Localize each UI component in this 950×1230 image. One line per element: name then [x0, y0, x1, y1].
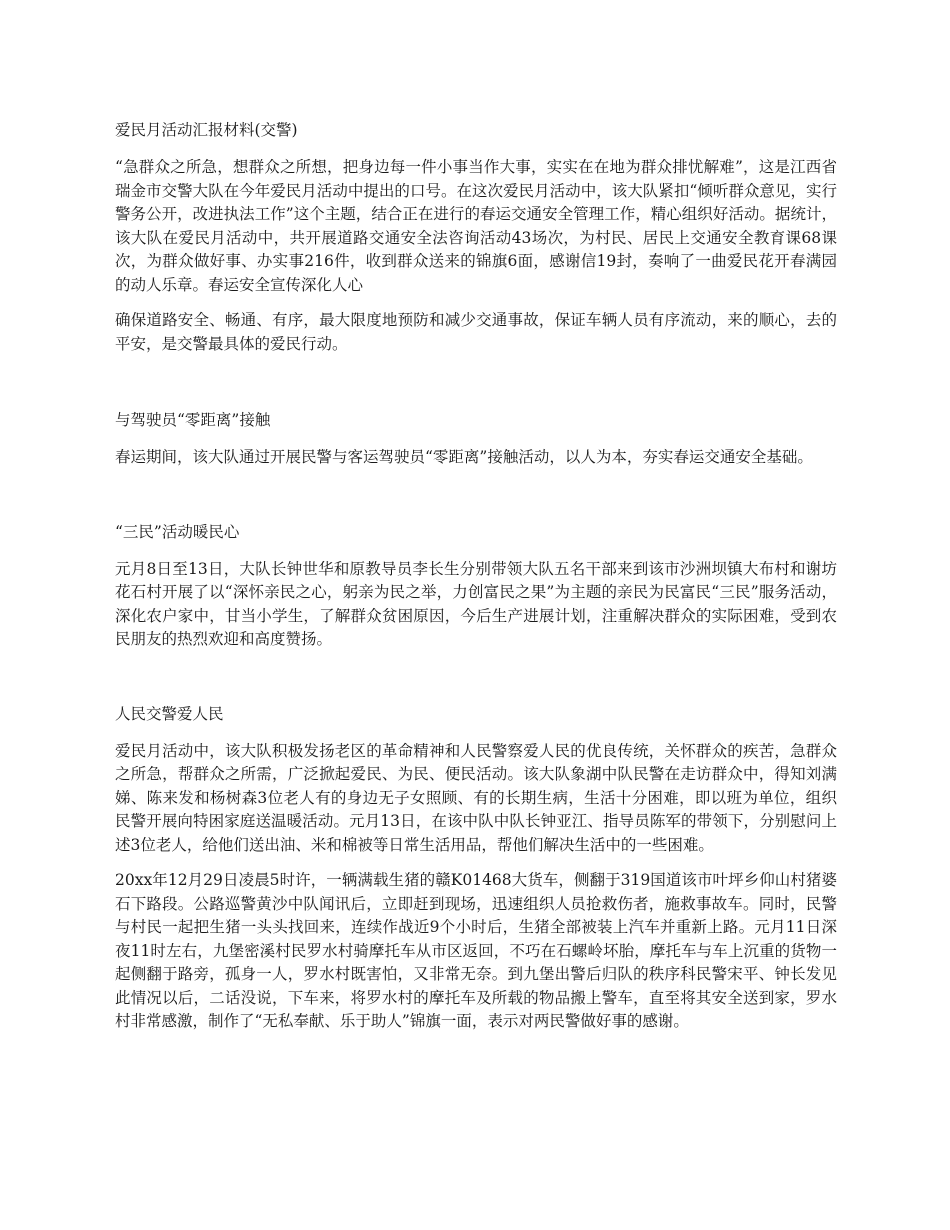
section-1-paragraph-1: 春运期间，该大队通过开展民警与客运驾驶员“零距离”接触活动，以人为本，夯实春运交通安全基础。	[115, 448, 813, 466]
intro-paragraph-1: “急群众之所急，想群众之所想，把身边每一件小事当作大事，实实在在地为群众排忧解难”，这是江西省瑞金市交警大队在今年爱民月活动中提出的口号。在这次爱民月活动中，该大队紧扣“倾听群众意见，实行警务公开，改进执法工作”这个主题，结合正在进行的春运交通安全管理工作，精心组织好活动。据统计，该大队在爱民月活动中，共开展道路交通安全法咨询活动43场次，为村民、居民上交通安全教育课68课次，为群众做好事、办实事216件，收到群众送来的锦旗6面，感谢信19封，奏响了一曲爱民花开春满园的动人乐章。春运安全宣传深化人心	[115, 158, 837, 294]
section-2-heading: “三民”活动暖民心	[115, 522, 240, 541]
section-spacer	[115, 368, 837, 408]
section-3-paragraph-2: 20xx年12月29日凌晨5时许，一辆满载生猪的赣K01468大货车，侧翻于319国道该市叶坪乡仰山村猪婆石下路段。公路巡警黄沙中队闻讯后，立即赶到现场，迅速组织人员抢救伤者，施救事故车。同时，民警与村民一起把生猪一头头找回来，连续作战近9个小时后，生猪全部被装上汽车并重新上路。元月11日深夜11时左右，九堡密溪村民罗水村骑摩托车从市区返回，不巧在石螺岭坏胎，摩托车与车上沉重的货物一起侧翻于路旁，孤身一人，罗水村既害怕，又非常无奈。到九堡出警后归队的秩序科民警宋平、钟长发见此情况以后，二话没说，下车来，将罗水村的摩托车及所载的物品搬上警车，直至将其安全送到家，罗水村非常感激，制作了“无私奉献、乐于助人”锦旗一面，表示对两民警做好事的感谢。	[115, 871, 837, 1030]
section-3-heading: 人民交警爱人民	[115, 704, 224, 723]
section-2-paragraph-1: 元月8日至13日，大队长钟世华和原教导员李长生分别带领大队五名干部来到该市沙洲坝镇大布村和谢坊花石村开展了以“深怀亲民之心，躬亲为民之举，力创富民之果”为主题的亲民为民富民“三民”服务活动，深化农户家中，甘当小学生，了解群众贫困原因，今后生产进展计划，注重解决群众的实际困难，受到农民朋友的热烈欢迎和高度赞扬。	[115, 559, 837, 648]
section-spacer	[115, 482, 837, 520]
document-title: 爱民月活动汇报材料(交警)	[115, 121, 298, 139]
section-3-paragraph-1: 爱民月活动中，该大队积极发扬老区的革命精神和人民警察爱人民的优良传统，关怀群众的疾苦，急群众之所急，帮群众之所需，广泛掀起爱民、为民、便民活动。该大队象湖中队民警在走访群众中，得知刘满娣、陈来发和杨树森3位老人有的身边无子女照顾、有的长期生病，生活十分困难，即以班为单位，组织民警开展向特困家庭送温暖活动。元月13日，在该中队中队长钟亚江、指导员陈军的带领下，分别慰问上述3位老人，给他们送出油、米和棉被等日常生活用品，帮他们解决生活中的一些困难。	[115, 741, 837, 854]
intro-paragraph-2: 确保道路安全、畅通、有序，最大限度地预防和减少交通事故，保证车辆人员有序流动，来的顺心，去的平安，是交警最具体的爱民行动。	[115, 311, 837, 353]
document-page	[115, 118, 837, 1046]
section-spacer	[115, 664, 837, 702]
section-1-heading: 与驾驶员“零距离”接触	[115, 411, 271, 429]
